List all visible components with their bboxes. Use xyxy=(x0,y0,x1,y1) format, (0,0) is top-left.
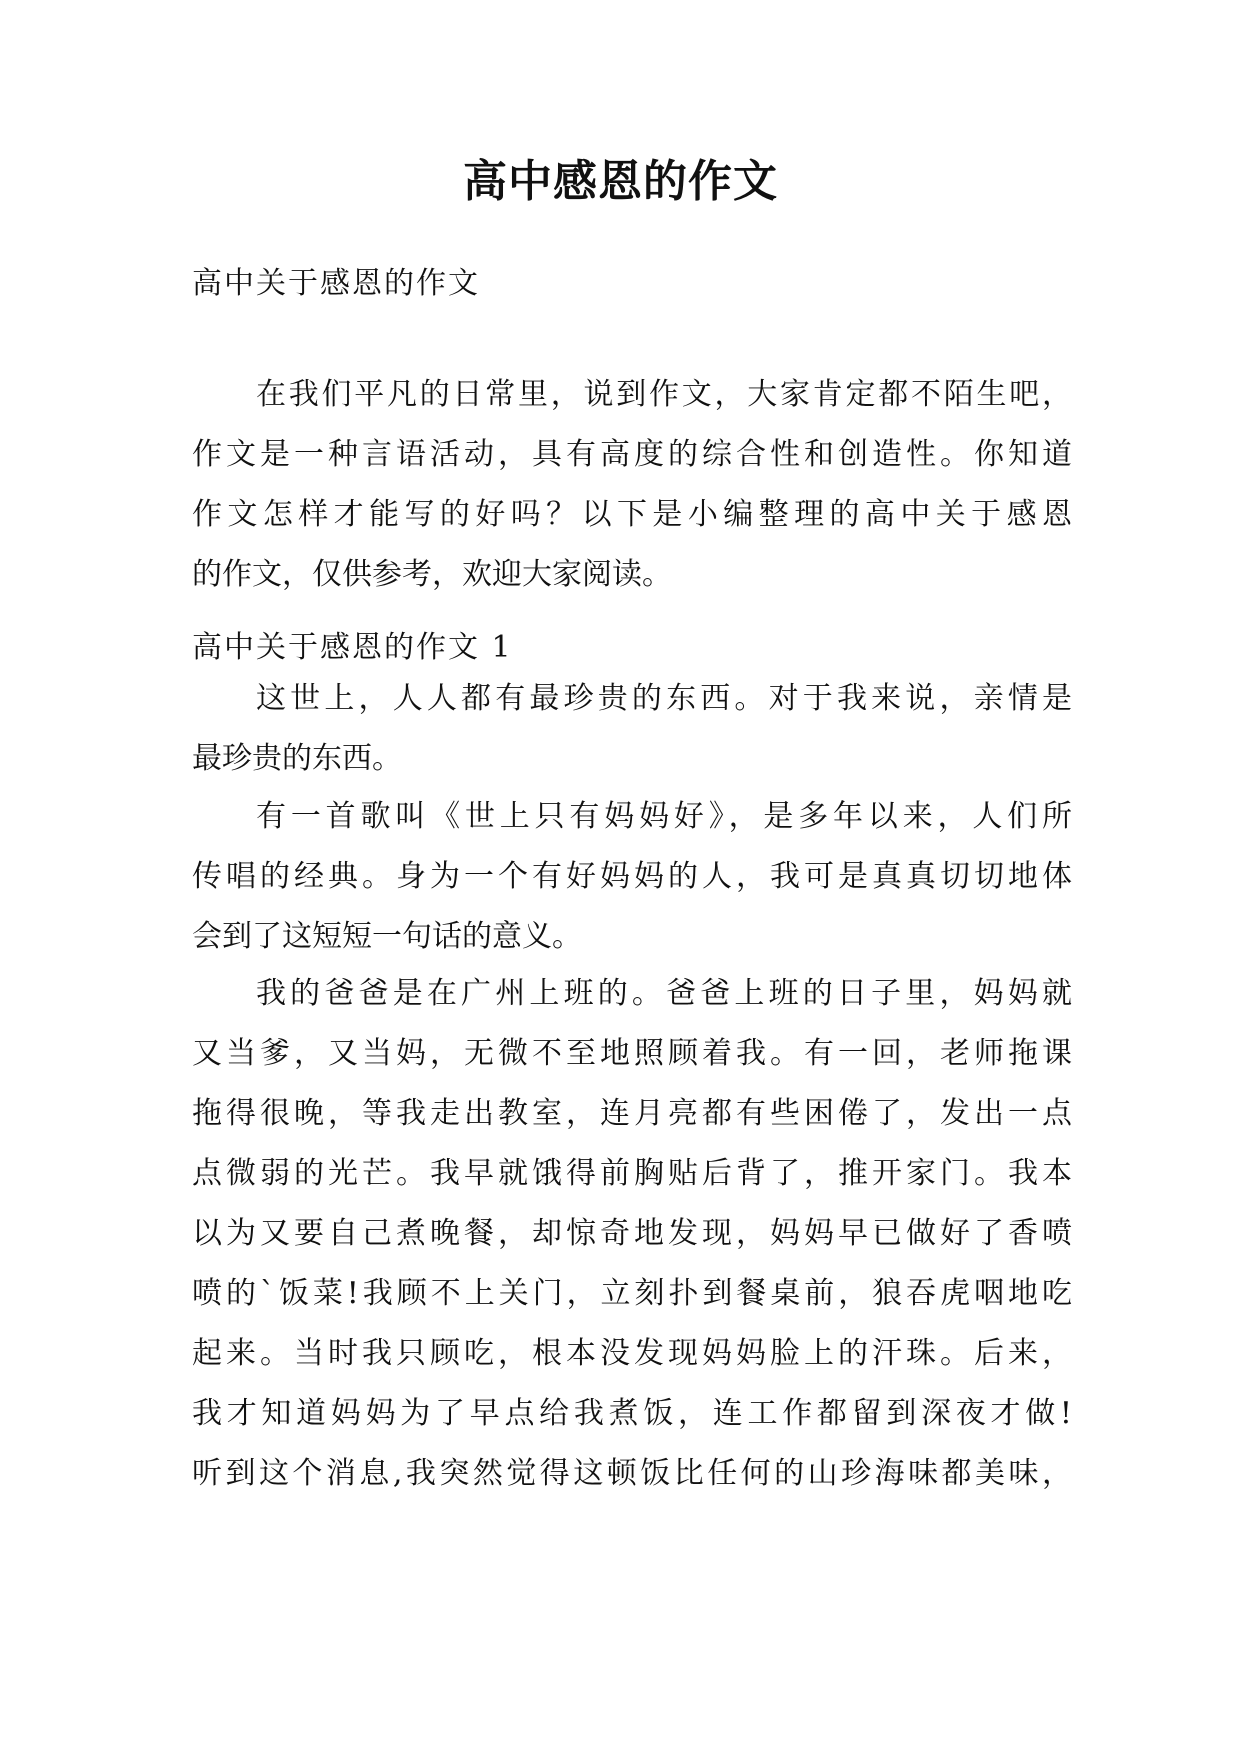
paragraph-line: 会到了这短短一句话的意义。 xyxy=(192,919,582,954)
paragraph-line: 有一首歌叫《世上只有妈妈好》，是多年以来，人们所 xyxy=(256,799,1072,834)
paragraph-line: 拖得很晚，等我走出教室，连月亮都有些困倦了，发出一点 xyxy=(192,1096,1072,1131)
paragraph-line: 起来。当时我只顾吃，根本没发现妈妈脸上的汗珠。后来， xyxy=(192,1336,1072,1371)
intro-paragraph xyxy=(192,365,1072,605)
paragraph-3 xyxy=(192,964,1072,1504)
paragraph-line: 以为又要自己煮晚餐，却惊奇地发现，妈妈早已做好了香喷 xyxy=(192,1216,1072,1251)
paragraph-line: 这世上，人人都有最珍贵的东西。对于我来说，亲情是 xyxy=(256,681,1072,716)
paragraph-line: 我的爸爸是在广州上班的。爸爸上班的日子里，妈妈就 xyxy=(256,976,1072,1011)
intro-line: 在我们平凡的日常里，说到作文，大家肯定都不陌生吧， xyxy=(256,377,1072,412)
paragraph-line: 喷的`饭菜!我顾不上关门，立刻扑到餐桌前，狼吞虎咽地吃 xyxy=(192,1276,1072,1311)
document-subtitle: 高中关于感恩的作文 xyxy=(192,266,480,301)
intro-line: 的作文，仅供参考，欢迎大家阅读。 xyxy=(192,557,672,592)
paragraph-2 xyxy=(192,787,1072,967)
paragraph-line: 我才知道妈妈为了早点给我煮饭，连工作都留到深夜才做! xyxy=(192,1396,1072,1431)
paragraph-line: 最珍贵的东西。 xyxy=(192,741,402,776)
paragraph-1 xyxy=(192,669,1072,789)
intro-line: 作文是一种言语活动，具有高度的综合性和创造性。你知道 xyxy=(192,437,1072,472)
paragraph-line: 传唱的经典。身为一个有好妈妈的人，我可是真真切切地体 xyxy=(192,859,1072,894)
document-title: 高中感恩的作文 xyxy=(463,156,778,207)
paragraph-line: 听到这个消息,我突然觉得这顿饭比任何的山珍海味都美味， xyxy=(192,1456,1072,1491)
paragraph-line: 点微弱的光芒。我早就饿得前胸贴后背了，推开家门。我本 xyxy=(192,1156,1072,1191)
paragraph-line: 又当爹，又当妈，无微不至地照顾着我。有一回，老师拖课 xyxy=(192,1036,1072,1071)
intro-line: 作文怎样才能写的好吗？以下是小编整理的高中关于感恩 xyxy=(192,497,1072,532)
section-heading: 高中关于感恩的作文 1 xyxy=(192,630,513,665)
